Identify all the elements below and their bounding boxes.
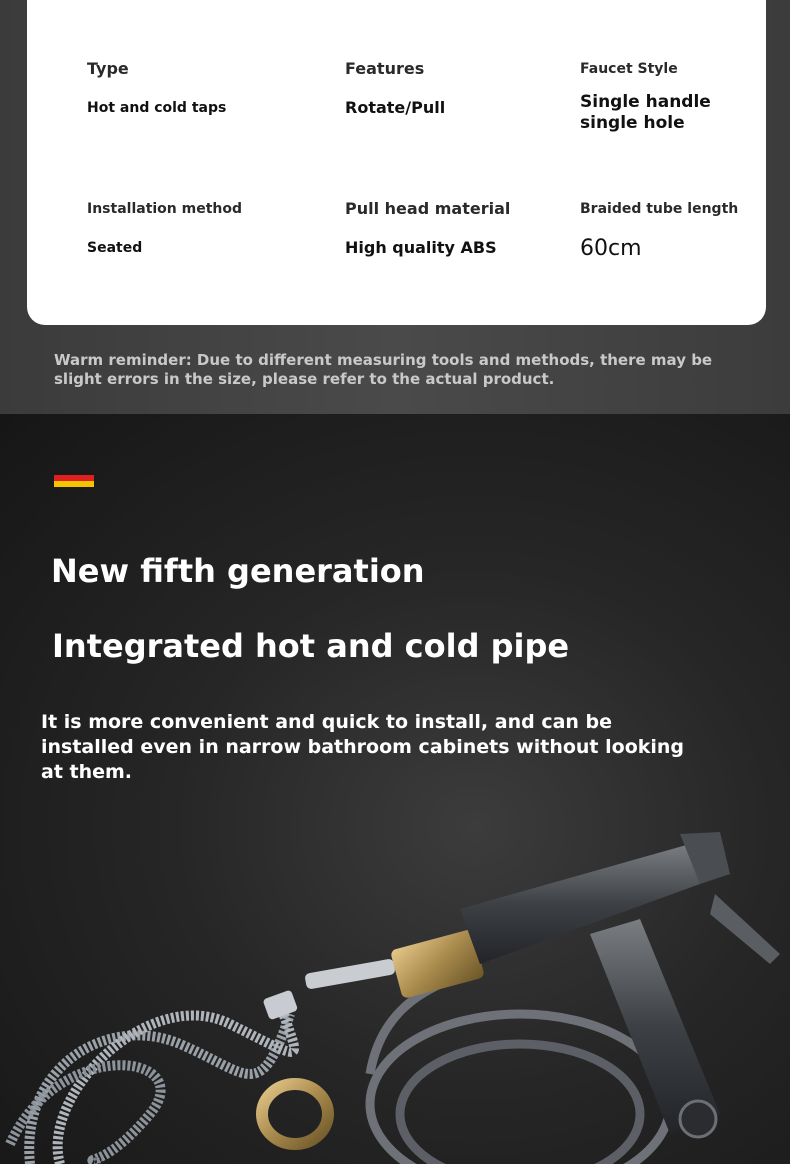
pull-head-value: High quality ABS bbox=[345, 238, 497, 257]
installation-value: Seated bbox=[87, 240, 143, 256]
faucet-product-image bbox=[0, 814, 790, 1164]
warm-reminder: Warm reminder: Due to different measuring tools and methods, there may be slight errors in the size, please refer to the actual product. bbox=[54, 351, 713, 388]
faucet-style-value-line2: single hole bbox=[580, 113, 685, 133]
features-label: Features bbox=[345, 59, 425, 78]
flag-stripe-bottom bbox=[54, 481, 94, 487]
faucet-style-value-line1: Single handle bbox=[580, 92, 711, 112]
faucet-style-label: Faucet Style bbox=[580, 61, 678, 77]
headline-integrated-pipe: Integrated hot and cold pipe bbox=[52, 627, 570, 665]
promo-description: It is more convenient and quick to install, and can be installed even in narrow bathroom cabinets without looking at them. bbox=[41, 711, 685, 783]
headline-new-generation: New fifth generation bbox=[51, 552, 425, 590]
features-value: Rotate/Pull bbox=[345, 98, 446, 117]
spec-section bbox=[0, 0, 790, 414]
tube-length-value: 60cm bbox=[580, 236, 642, 261]
flag-icon bbox=[54, 469, 94, 487]
installation-label: Installation method bbox=[87, 201, 243, 217]
pull-head-label: Pull head material bbox=[345, 199, 511, 218]
promo-section bbox=[0, 414, 790, 1164]
type-label: Type bbox=[87, 59, 129, 78]
type-value: Hot and cold taps bbox=[87, 100, 227, 116]
spec-card bbox=[27, 0, 766, 325]
tube-length-label: Braided tube length bbox=[580, 201, 739, 217]
